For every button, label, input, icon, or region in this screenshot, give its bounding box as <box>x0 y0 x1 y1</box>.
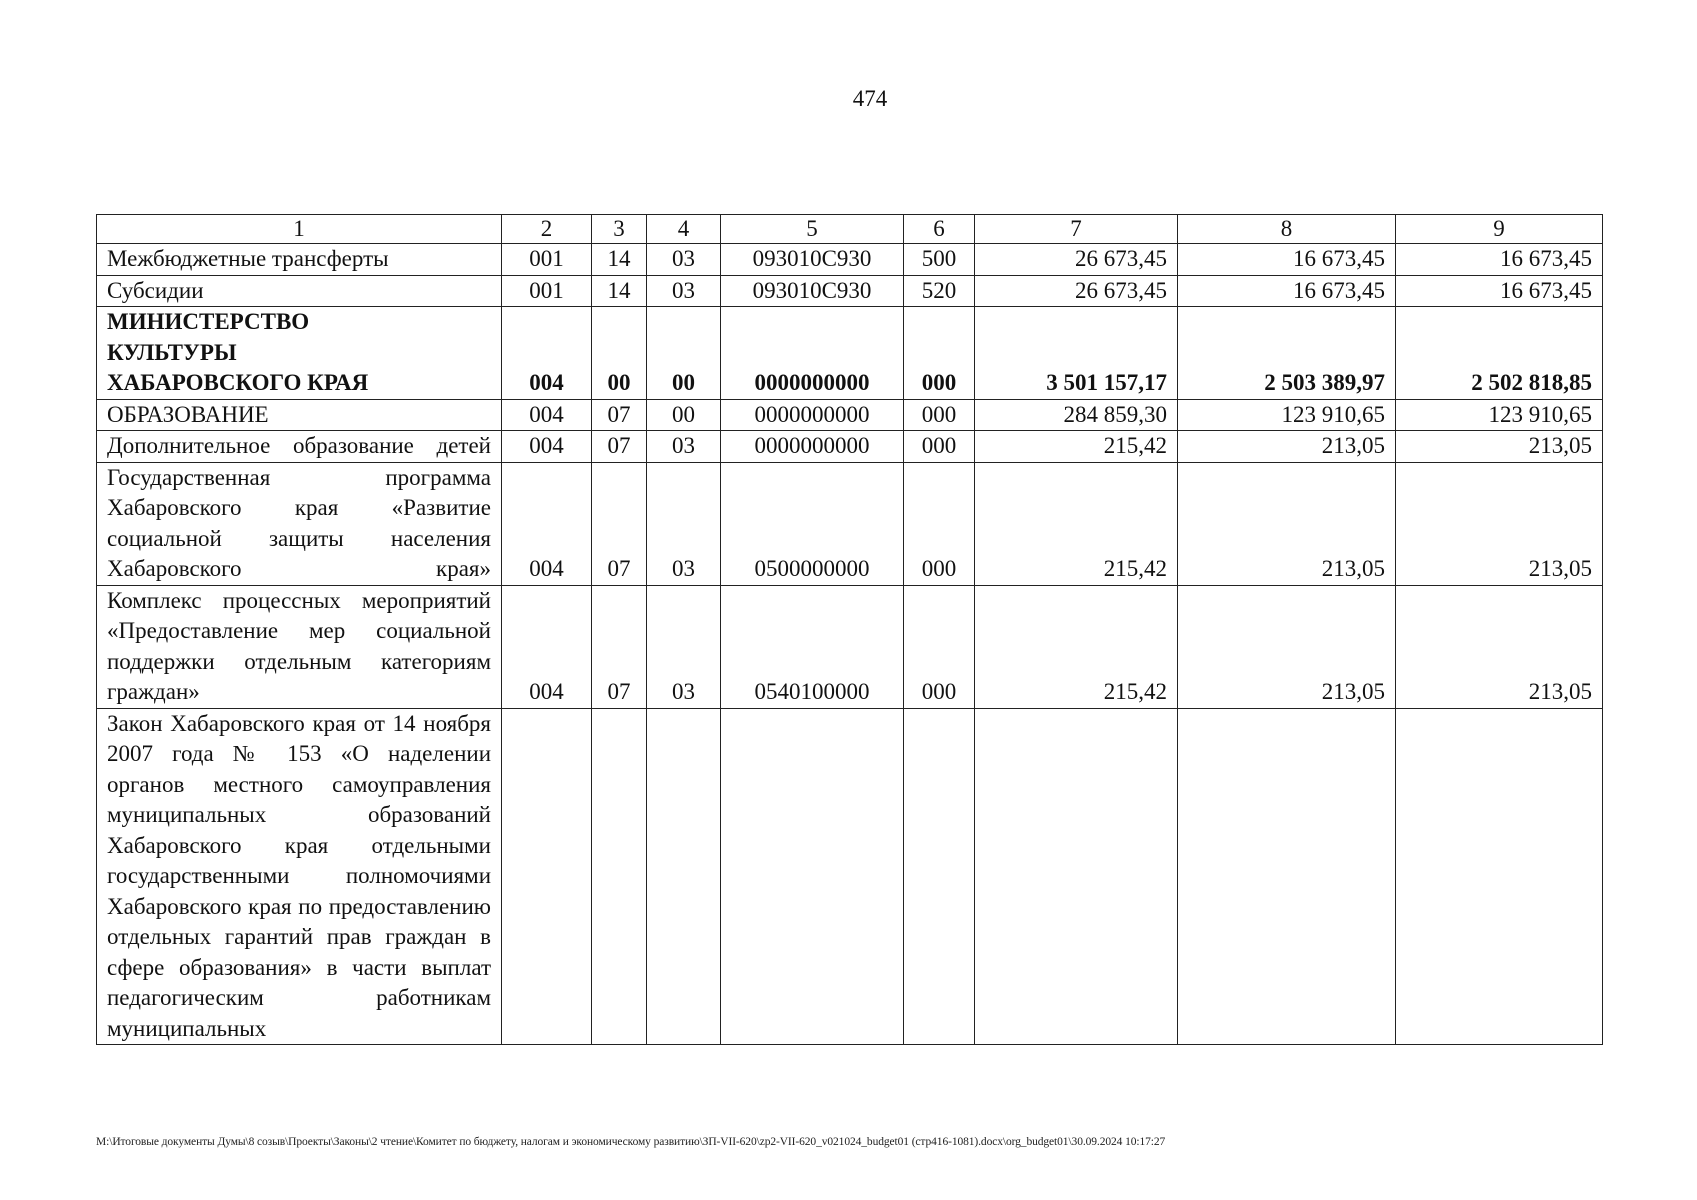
row-name: Межбюджетные трансферты <box>97 244 502 276</box>
cell-code: 004 <box>502 399 592 431</box>
row-name: ОБРАЗОВАНИЕ <box>97 399 502 431</box>
cell-type: 520 <box>904 275 975 307</box>
cell-type: 500 <box>904 244 975 276</box>
cell-target: 0000000000 <box>721 431 904 463</box>
cell-empty <box>592 708 647 1045</box>
header-cell: 7 <box>975 215 1178 244</box>
cell-amount: 26 673,45 <box>975 244 1178 276</box>
header-cell: 6 <box>904 215 975 244</box>
header-cell: 4 <box>647 215 721 244</box>
row-name: Государственная программа Хабаровского края «Развитие социальной защиты населения Хабаровского края» <box>97 462 502 585</box>
cell-type: 000 <box>904 462 975 585</box>
cell-section: 07 <box>592 585 647 708</box>
cell-target: 0500000000 <box>721 462 904 585</box>
cell-subsection: 03 <box>647 244 721 276</box>
cell-amount: 2 502 818,85 <box>1396 307 1603 400</box>
budget-table <box>96 214 1603 1045</box>
cell-amount: 213,05 <box>1178 585 1396 708</box>
cell-empty <box>975 708 1178 1045</box>
table-row <box>97 462 1603 585</box>
table-row <box>97 307 1603 400</box>
cell-empty <box>647 708 721 1045</box>
cell-empty <box>1178 708 1396 1045</box>
cell-amount: 215,42 <box>975 462 1178 585</box>
cell-section: 14 <box>592 244 647 276</box>
cell-target: 0540100000 <box>721 585 904 708</box>
row-name: Субсидии <box>97 275 502 307</box>
table-row <box>97 244 1603 276</box>
cell-target: 0000000000 <box>721 399 904 431</box>
cell-empty <box>721 708 904 1045</box>
row-name-line: МИНИСТЕРСТВО <box>107 309 310 334</box>
cell-type: 000 <box>904 307 975 400</box>
cell-empty <box>502 708 592 1045</box>
cell-section: 14 <box>592 275 647 307</box>
cell-section: 07 <box>592 431 647 463</box>
cell-amount: 16 673,45 <box>1396 244 1603 276</box>
cell-amount: 16 673,45 <box>1396 275 1603 307</box>
table-row <box>97 275 1603 307</box>
cell-target: 093010С930 <box>721 275 904 307</box>
cell-code: 001 <box>502 244 592 276</box>
cell-subsection: 03 <box>647 585 721 708</box>
cell-code: 001 <box>502 275 592 307</box>
cell-amount: 123 910,65 <box>1396 399 1603 431</box>
cell-section: 00 <box>592 307 647 400</box>
cell-type: 000 <box>904 399 975 431</box>
table-row <box>97 708 1603 1045</box>
row-name <box>97 307 502 400</box>
cell-amount: 213,05 <box>1396 462 1603 585</box>
cell-amount: 2 503 389,97 <box>1178 307 1396 400</box>
cell-code: 004 <box>502 585 592 708</box>
header-cell: 9 <box>1396 215 1603 244</box>
table-row <box>97 399 1603 431</box>
header-cell: 1 <box>97 215 502 244</box>
row-name: Дополнительное образование детей <box>97 431 502 463</box>
row-name-line: КУЛЬТУРЫ <box>107 339 237 365</box>
cell-amount: 16 673,45 <box>1178 275 1396 307</box>
header-cell: 5 <box>721 215 904 244</box>
cell-empty <box>904 708 975 1045</box>
table-header-row <box>97 215 1603 244</box>
row-name-line: ХАБАРОВСКОГО КРАЯ <box>107 370 369 395</box>
cell-amount: 26 673,45 <box>975 275 1178 307</box>
header-cell: 2 <box>502 215 592 244</box>
row-name: Закон Хабаровского края от 14 ноября 2007 года № 153 «О наделении органов местного самоуправления муниципальных образований Хабаровского края отдельными государственными полномочиями Хабаровского края по предоставлению отдельных гарантий прав граждан в сфере образования» в части выплат педагогическим работникам муниципальных <box>97 708 502 1045</box>
cell-section: 07 <box>592 462 647 585</box>
cell-amount: 215,42 <box>975 431 1178 463</box>
cell-amount: 16 673,45 <box>1178 244 1396 276</box>
page-number: 474 <box>852 86 888 111</box>
cell-code: 004 <box>502 431 592 463</box>
cell-amount: 284 859,30 <box>975 399 1178 431</box>
cell-amount: 213,05 <box>1178 462 1396 585</box>
cell-amount: 213,05 <box>1396 585 1603 708</box>
cell-type: 000 <box>904 585 975 708</box>
table-row <box>97 431 1603 463</box>
row-name: Комплекс процессных мероприятий «Предоставление мер социальной поддержки отдельным категориям граждан» <box>97 585 502 708</box>
header-cell: 3 <box>592 215 647 244</box>
cell-section: 07 <box>592 399 647 431</box>
cell-amount: 215,42 <box>975 585 1178 708</box>
cell-target: 093010С930 <box>721 244 904 276</box>
header-cell: 8 <box>1178 215 1396 244</box>
cell-code: 004 <box>502 462 592 585</box>
footer-file-path: M:\Итоговые документы Думы\8 созыв\Проекты\Законы\2 чтение\Комитет по бюджету, налогам и экономическому развитию\ЗП-VII-620\zp2-VII-620_v021024_budget01 (стр416-1081).docx\org_budget01\30.09.2024 10:17:27 <box>96 1136 1166 1148</box>
cell-amount: 123 910,65 <box>1178 399 1396 431</box>
cell-empty <box>1396 708 1603 1045</box>
cell-amount: 213,05 <box>1396 431 1603 463</box>
cell-code: 004 <box>502 307 592 400</box>
cell-subsection: 03 <box>647 431 721 463</box>
cell-subsection: 00 <box>647 399 721 431</box>
table-row <box>97 585 1603 708</box>
cell-amount: 3 501 157,17 <box>975 307 1178 400</box>
cell-target: 0000000000 <box>721 307 904 400</box>
cell-subsection: 00 <box>647 307 721 400</box>
cell-subsection: 03 <box>647 275 721 307</box>
cell-subsection: 03 <box>647 462 721 585</box>
cell-type: 000 <box>904 431 975 463</box>
cell-amount: 213,05 <box>1178 431 1396 463</box>
